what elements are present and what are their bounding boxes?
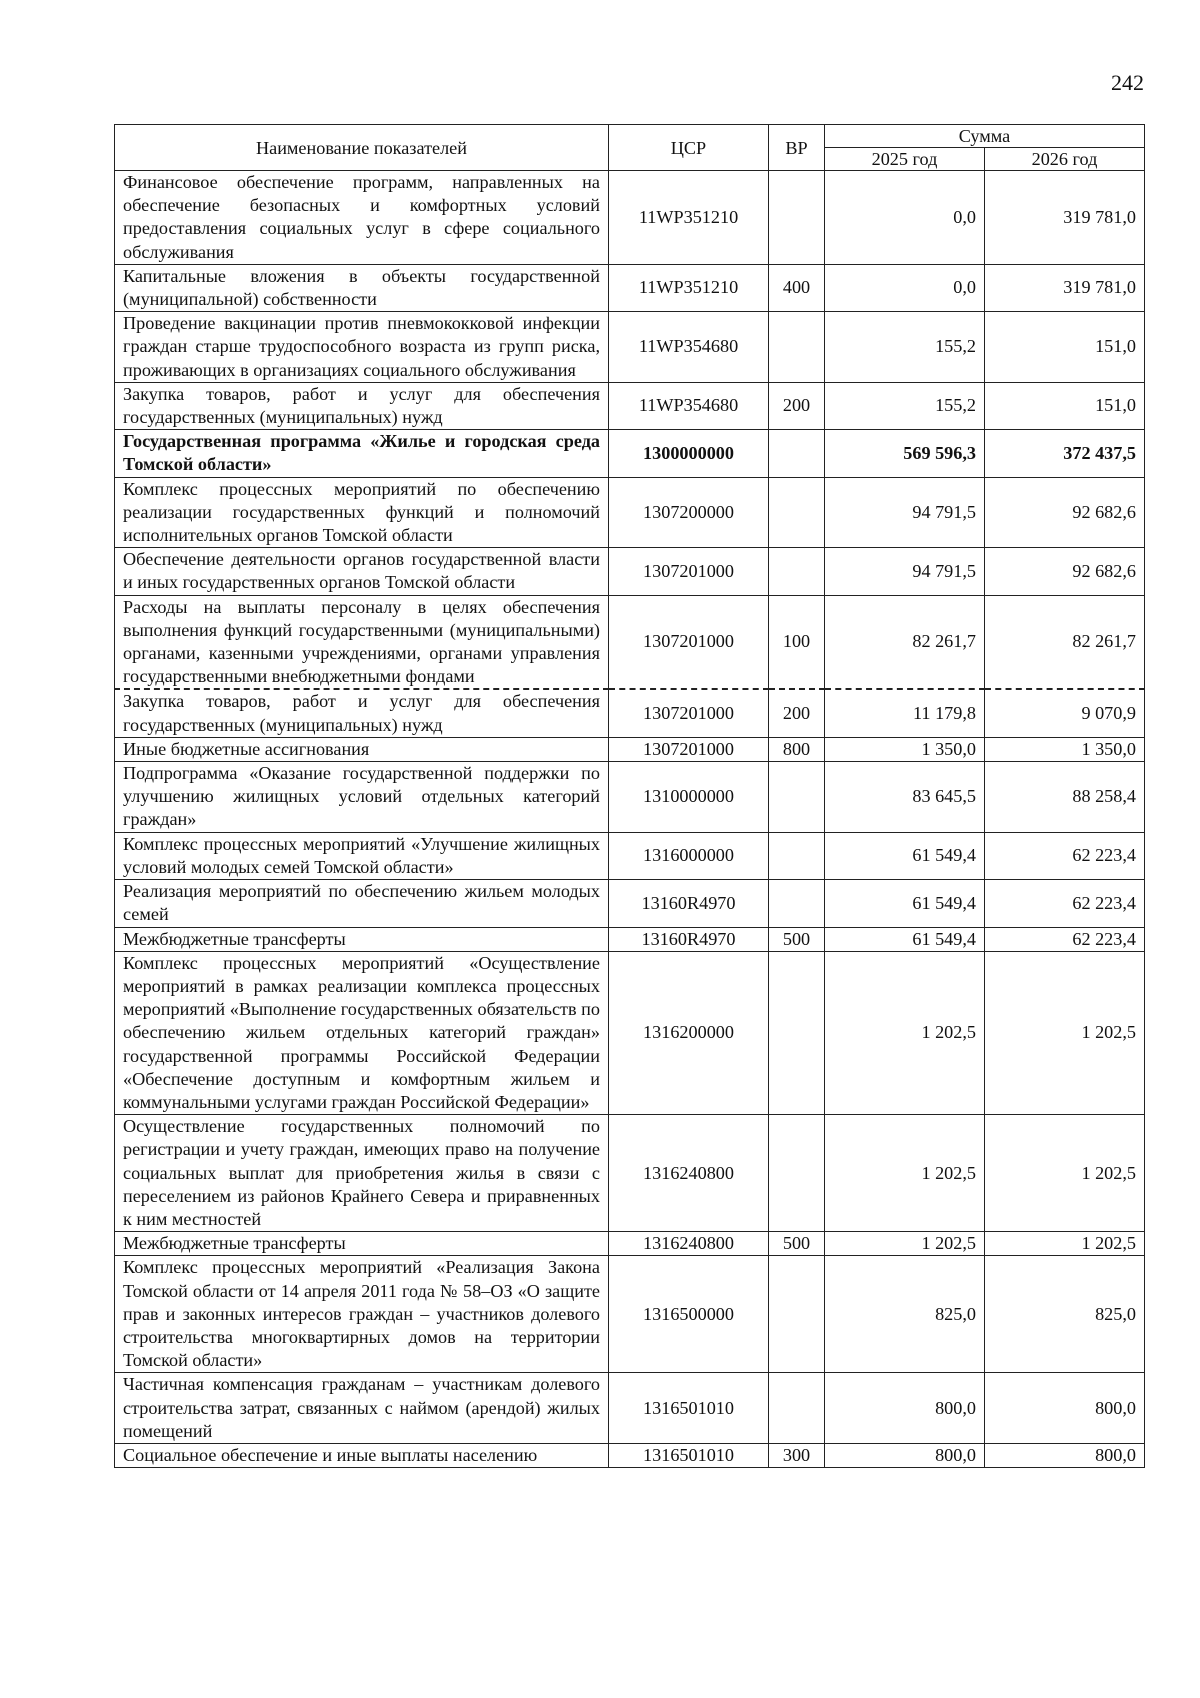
row-csr: 1316501010 — [609, 1373, 769, 1444]
row-vr: 500 — [769, 1232, 825, 1256]
row-sum-2025: 94 791,5 — [825, 477, 985, 548]
row-sum-2025: 61 549,4 — [825, 927, 985, 951]
row-sum-2026: 800,0 — [985, 1443, 1145, 1467]
row-sum-2025: 825,0 — [825, 1256, 985, 1373]
row-sum-2025: 1 350,0 — [825, 737, 985, 761]
row-vr — [769, 762, 825, 833]
row-sum-2025: 94 791,5 — [825, 548, 985, 595]
row-sum-2026: 151,0 — [985, 382, 1145, 429]
row-sum-2026: 372 437,5 — [985, 430, 1145, 477]
row-sum-2026: 151,0 — [985, 312, 1145, 383]
row-vr: 100 — [769, 595, 825, 689]
row-sum-2025: 61 549,4 — [825, 832, 985, 879]
row-sum-2026: 319 781,0 — [985, 264, 1145, 311]
row-name: Закупка товаров, работ и услуг для обеспечения государственных (муниципальных) нужд — [115, 382, 609, 429]
table-row — [115, 951, 1145, 1114]
row-sum-2025: 569 596,3 — [825, 430, 985, 477]
row-vr — [769, 548, 825, 595]
row-name: Комплекс процессных мероприятий по обеспечению реализации государственных функций и полномочий исполнительных органов Томской области — [115, 477, 609, 548]
row-sum-2026: 88 258,4 — [985, 762, 1145, 833]
row-name: Комплекс процессных мероприятий «Реализация Закона Томской области от 14 апреля 2011 года № 58–ОЗ «О защите прав и законных интересов граждан – участников долевого строительства многоквартирных домов на территории Томской области» — [115, 1256, 609, 1373]
row-vr: 200 — [769, 382, 825, 429]
table-row — [115, 477, 1145, 548]
row-vr — [769, 171, 825, 265]
row-name: Финансовое обеспечение программ, направленных на обеспечение безопасных и комфортных условий предоставления социальных услуг в сфере социального обслуживания — [115, 171, 609, 265]
row-name: Иные бюджетные ассигнования — [115, 737, 609, 761]
row-vr — [769, 1256, 825, 1373]
row-vr — [769, 312, 825, 383]
row-sum-2025: 0,0 — [825, 171, 985, 265]
row-vr: 400 — [769, 264, 825, 311]
table-row — [115, 927, 1145, 951]
header-name: Наименование показателей — [115, 125, 609, 171]
row-csr: 1307201000 — [609, 548, 769, 595]
row-name: Подпрограмма «Оказание государственной поддержки по улучшению жилищных условий отдельных категорий граждан» — [115, 762, 609, 833]
table-row — [115, 264, 1145, 311]
row-csr: 13160R4970 — [609, 927, 769, 951]
row-csr: 1310000000 — [609, 762, 769, 833]
row-sum-2025: 83 645,5 — [825, 762, 985, 833]
row-sum-2025: 82 261,7 — [825, 595, 985, 689]
row-sum-2025: 11 179,8 — [825, 689, 985, 737]
row-sum-2026: 825,0 — [985, 1256, 1145, 1373]
row-name: Межбюджетные трансферты — [115, 1232, 609, 1256]
row-vr — [769, 477, 825, 548]
row-csr: 11WP354680 — [609, 382, 769, 429]
row-csr: 13160R4970 — [609, 880, 769, 927]
row-vr — [769, 430, 825, 477]
row-sum-2026: 82 261,7 — [985, 595, 1145, 689]
row-name: Осуществление государственных полномочий по регистрации и учету граждан, имеющих право на получение социальных выплат для приобретения жилья в связи с переселением из районов Крайнего Севера и приравненных к ним местностей — [115, 1115, 609, 1232]
table-row — [115, 1115, 1145, 1232]
row-name: Капитальные вложения в объекты государственной (муниципальной) собственности — [115, 264, 609, 311]
table-row — [115, 1373, 1145, 1444]
row-name: Социальное обеспечение и иные выплаты населению — [115, 1443, 609, 1467]
row-sum-2026: 62 223,4 — [985, 832, 1145, 879]
row-name: Обеспечение деятельности органов государственной власти и иных государственных органов Томской области — [115, 548, 609, 595]
table-row — [115, 737, 1145, 761]
row-vr: 200 — [769, 689, 825, 737]
row-vr — [769, 951, 825, 1114]
page-number: 242 — [1111, 70, 1144, 95]
row-sum-2025: 1 202,5 — [825, 1115, 985, 1232]
header-2026: 2026 год — [985, 148, 1145, 171]
row-sum-2026: 9 070,9 — [985, 689, 1145, 737]
row-csr: 1316500000 — [609, 1256, 769, 1373]
row-csr: 11WP351210 — [609, 171, 769, 265]
table-row — [115, 1256, 1145, 1373]
table-row — [115, 595, 1145, 689]
row-sum-2026: 1 202,5 — [985, 1232, 1145, 1256]
row-csr: 1307201000 — [609, 689, 769, 737]
table-row — [115, 312, 1145, 383]
row-sum-2026: 319 781,0 — [985, 171, 1145, 265]
row-sum-2025: 1 202,5 — [825, 951, 985, 1114]
row-name: Комплекс процессных мероприятий «Улучшение жилищных условий молодых семей Томской области» — [115, 832, 609, 879]
row-sum-2026: 1 202,5 — [985, 951, 1145, 1114]
table-row — [115, 1443, 1145, 1467]
table-row — [115, 880, 1145, 927]
row-csr: 1316000000 — [609, 832, 769, 879]
row-sum-2025: 800,0 — [825, 1443, 985, 1467]
row-sum-2025: 155,2 — [825, 312, 985, 383]
row-sum-2026: 92 682,6 — [985, 548, 1145, 595]
row-vr — [769, 832, 825, 879]
row-name: Межбюджетные трансферты — [115, 927, 609, 951]
row-sum-2025: 0,0 — [825, 264, 985, 311]
table-row — [115, 1232, 1145, 1256]
row-vr: 800 — [769, 737, 825, 761]
row-name: Частичная компенсация гражданам – участникам долевого строительства затрат, связанных с наймом (арендой) жилых помещений — [115, 1373, 609, 1444]
table-row — [115, 171, 1145, 265]
row-csr: 1316200000 — [609, 951, 769, 1114]
row-name: Комплекс процессных мероприятий «Осуществление мероприятий в рамках реализации комплекса процессных мероприятий «Выполнение государственных обязательств по обеспечению жильем отдельных категорий граждан» государственной программы Российской Федерации «Обеспечение доступным и комфортным жильем и коммунальными услугами граждан Российской Федерации» — [115, 951, 609, 1114]
header-sum: Сумма — [825, 125, 1145, 148]
row-csr: 1316240800 — [609, 1232, 769, 1256]
row-csr: 1316501010 — [609, 1443, 769, 1467]
row-name: Проведение вакцинации против пневмококковой инфекции граждан старше трудоспособного возраста из групп риска, проживающих в организациях социального обслуживания — [115, 312, 609, 383]
table-row — [115, 430, 1145, 477]
table-row — [115, 832, 1145, 879]
row-sum-2026: 62 223,4 — [985, 880, 1145, 927]
row-vr: 300 — [769, 1443, 825, 1467]
row-sum-2025: 61 549,4 — [825, 880, 985, 927]
row-sum-2026: 800,0 — [985, 1373, 1145, 1444]
row-csr: 1307201000 — [609, 595, 769, 689]
row-name: Государственная программа «Жилье и городская среда Томской области» — [115, 430, 609, 477]
row-csr: 11WP351210 — [609, 264, 769, 311]
row-name: Расходы на выплаты персоналу в целях обеспечения выполнения функций государственными (муниципальными) органами, казенными учреждениями, органами управления государственными внебюджетными фондами — [115, 595, 609, 689]
header-2025: 2025 год — [825, 148, 985, 171]
header-csr: ЦСР — [609, 125, 769, 171]
row-sum-2026: 1 202,5 — [985, 1115, 1145, 1232]
table-row — [115, 548, 1145, 595]
row-sum-2025: 155,2 — [825, 382, 985, 429]
header-vr: ВР — [769, 125, 825, 171]
row-name: Реализация мероприятий по обеспечению жильем молодых семей — [115, 880, 609, 927]
row-csr: 1316240800 — [609, 1115, 769, 1232]
row-csr: 1307201000 — [609, 737, 769, 761]
row-sum-2025: 1 202,5 — [825, 1232, 985, 1256]
row-sum-2025: 800,0 — [825, 1373, 985, 1444]
row-vr — [769, 1115, 825, 1232]
row-name: Закупка товаров, работ и услуг для обеспечения государственных (муниципальных) нужд — [115, 689, 609, 737]
row-sum-2026: 62 223,4 — [985, 927, 1145, 951]
row-vr: 500 — [769, 927, 825, 951]
table-row — [115, 762, 1145, 833]
row-sum-2026: 1 350,0 — [985, 737, 1145, 761]
row-csr: 1300000000 — [609, 430, 769, 477]
table-row — [115, 689, 1145, 737]
table-body — [115, 171, 1145, 1468]
row-sum-2026: 92 682,6 — [985, 477, 1145, 548]
row-csr: 11WP354680 — [609, 312, 769, 383]
row-vr — [769, 1373, 825, 1444]
budget-table — [114, 124, 1145, 1468]
row-vr — [769, 880, 825, 927]
table-row — [115, 382, 1145, 429]
row-csr: 1307200000 — [609, 477, 769, 548]
